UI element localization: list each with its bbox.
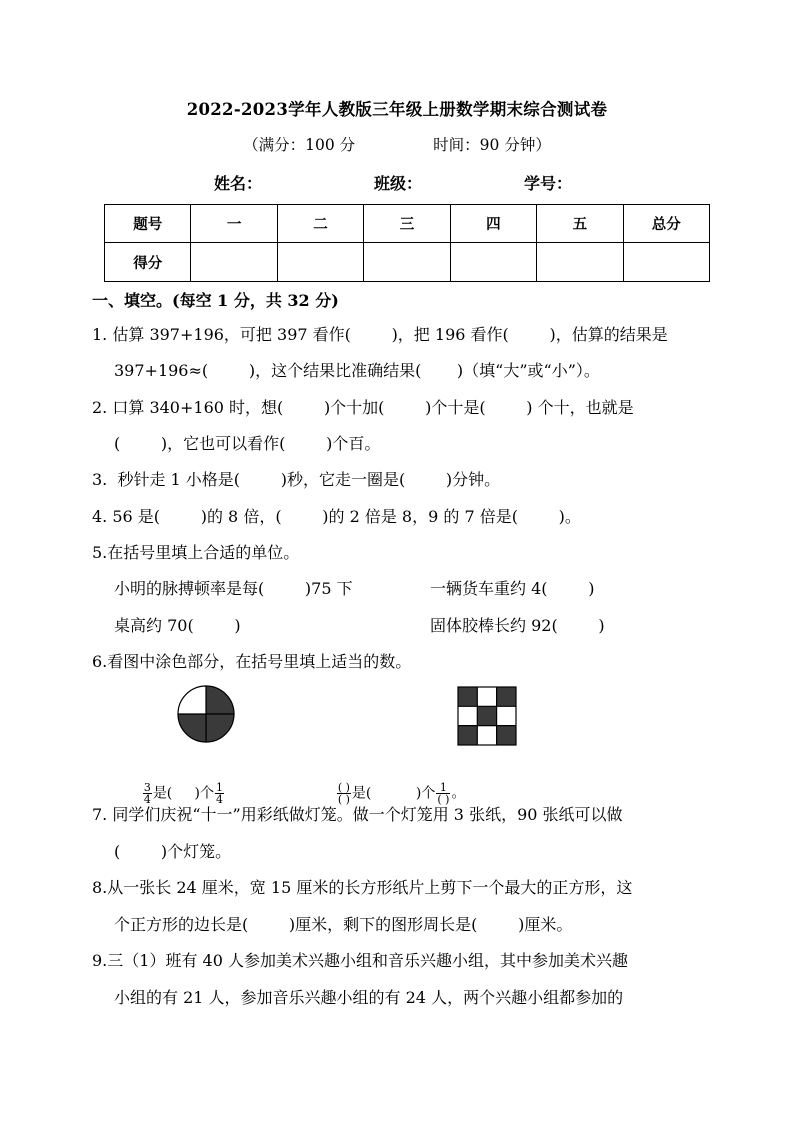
fraction: $\frac{1}{4}$ — [216, 781, 223, 806]
score-input-cell[interactable] — [537, 243, 623, 282]
question-5: 5.在括号里填上合适的单位。 — [92, 543, 300, 562]
score-table-score-row — [105, 243, 710, 282]
question-7-line-1: 7. 同学们庆祝“十一”用彩纸做灯笼。做一个灯笼用 3 张纸，90 张纸可以做 — [92, 805, 623, 824]
grid-cell-shaded — [458, 726, 477, 745]
score-table-header-row — [105, 205, 710, 243]
student-id-label: 学号： — [524, 174, 573, 193]
question-5-item-a: 小明的脉搏顿率是每( )75 下 — [114, 579, 353, 598]
question-2-line-2: ( )，它也可以看作( )个百。 — [114, 434, 381, 453]
question-9-line-2: 小组的有 21 人，参加音乐兴趣小组的有 24 人，两个兴趣小组都参加的 — [114, 988, 624, 1007]
grid-cell-shaded — [458, 687, 477, 706]
name-label: 姓名： — [214, 174, 263, 193]
question-1-line-1: 1. 估算 397+196，可把 397 看作( )，把 196 看作( )，估算的结果是 — [92, 325, 668, 344]
class-label: 班级： — [374, 174, 423, 193]
exam-info — [0, 133, 794, 155]
grid-cell-shaded — [497, 687, 516, 706]
circle-quarter-shaded — [178, 714, 206, 742]
table-cell: 二 — [277, 205, 363, 243]
score-input-cell[interactable] — [364, 243, 450, 282]
score-input-cell[interactable] — [277, 243, 363, 282]
question-6: 6.看图中涂色部分，在括号里填上适当的数。 — [92, 652, 412, 671]
table-cell: 三 — [364, 205, 450, 243]
question-8-line-2: 个正方形的边长是( )厘米，剩下的图形周长是( )厘米。 — [114, 915, 573, 934]
question-5-item-c: 桌高约 70( ) — [114, 616, 241, 635]
question-1-line-2: 397+196≈( )，这个结果比准确结果( )（填“大”或“小”）。 — [114, 361, 600, 380]
question-4: 4. 56 是( )的 8 倍，( )的 2 倍是 8，9 的 7 倍是( )。 — [92, 507, 581, 526]
table-cell: 得分 — [105, 243, 191, 282]
question-8-line-1: 8.从一张长 24 厘米，宽 15 厘米的长方形纸片上剪下一个最大的正方形，这 — [92, 878, 633, 897]
section-title: 一、填空。(每空 1 分，共 32 分) — [92, 291, 339, 310]
table-cell: 题号 — [105, 205, 191, 243]
question-7-line-2: ( )个灯笼。 — [114, 842, 232, 861]
question-2-line-1: 2. 口算 340+160 时，想( )个十加( )个十是( ) 个十，也就是 — [92, 398, 634, 417]
question-5-item-b: 一辆货车重约 4( ) — [430, 579, 595, 598]
score-input-cell[interactable] — [623, 243, 709, 282]
full-score: （满分：100 分 — [243, 136, 356, 154]
question-6-answer-right: $\frac{( )}{( )}$ 是( )个 $\frac{1}{( )}$ 。 — [337, 781, 466, 806]
table-cell: 总分 — [623, 205, 709, 243]
table-cell: 四 — [450, 205, 536, 243]
grid-fraction-figure — [457, 686, 517, 746]
question-9-line-1: 9.三（1）班有 40 人参加美术兴趣小组和音乐兴趣小组，其中参加美术兴趣 — [92, 951, 628, 970]
grid-cell-shaded — [497, 726, 516, 745]
score-input-cell[interactable] — [450, 243, 536, 282]
score-input-cell[interactable] — [191, 243, 277, 282]
grid-cell-shaded — [477, 706, 496, 725]
fraction: $\frac{1}{( )}$ — [437, 781, 450, 806]
page-title: 2022-2023学年人教版三年级上册数学期末综合测试卷 — [186, 100, 608, 119]
fraction: $\frac{( )}{( )}$ — [337, 781, 350, 806]
question-5-item-d: 固体胶棒长约 92( ) — [430, 616, 605, 635]
table-cell: 五 — [537, 205, 623, 243]
question-3: 3. 秒针走 1 小格是( )秒，它走一圈是( )分钟。 — [92, 470, 501, 489]
question-6-answer-left: $\frac{3}{4}$ 是( )个 $\frac{1}{4}$ — [143, 781, 223, 806]
table-cell: 一 — [191, 205, 277, 243]
circle-quarter-shaded — [206, 714, 234, 742]
score-table — [104, 204, 710, 282]
exam-time: 时间：90 分钟） — [433, 136, 551, 154]
circle-fraction-figure — [176, 684, 236, 744]
circle-quarter-blank — [178, 686, 206, 714]
circle-quarter-shaded — [206, 686, 234, 714]
fraction: $\frac{3}{4}$ — [143, 781, 151, 806]
